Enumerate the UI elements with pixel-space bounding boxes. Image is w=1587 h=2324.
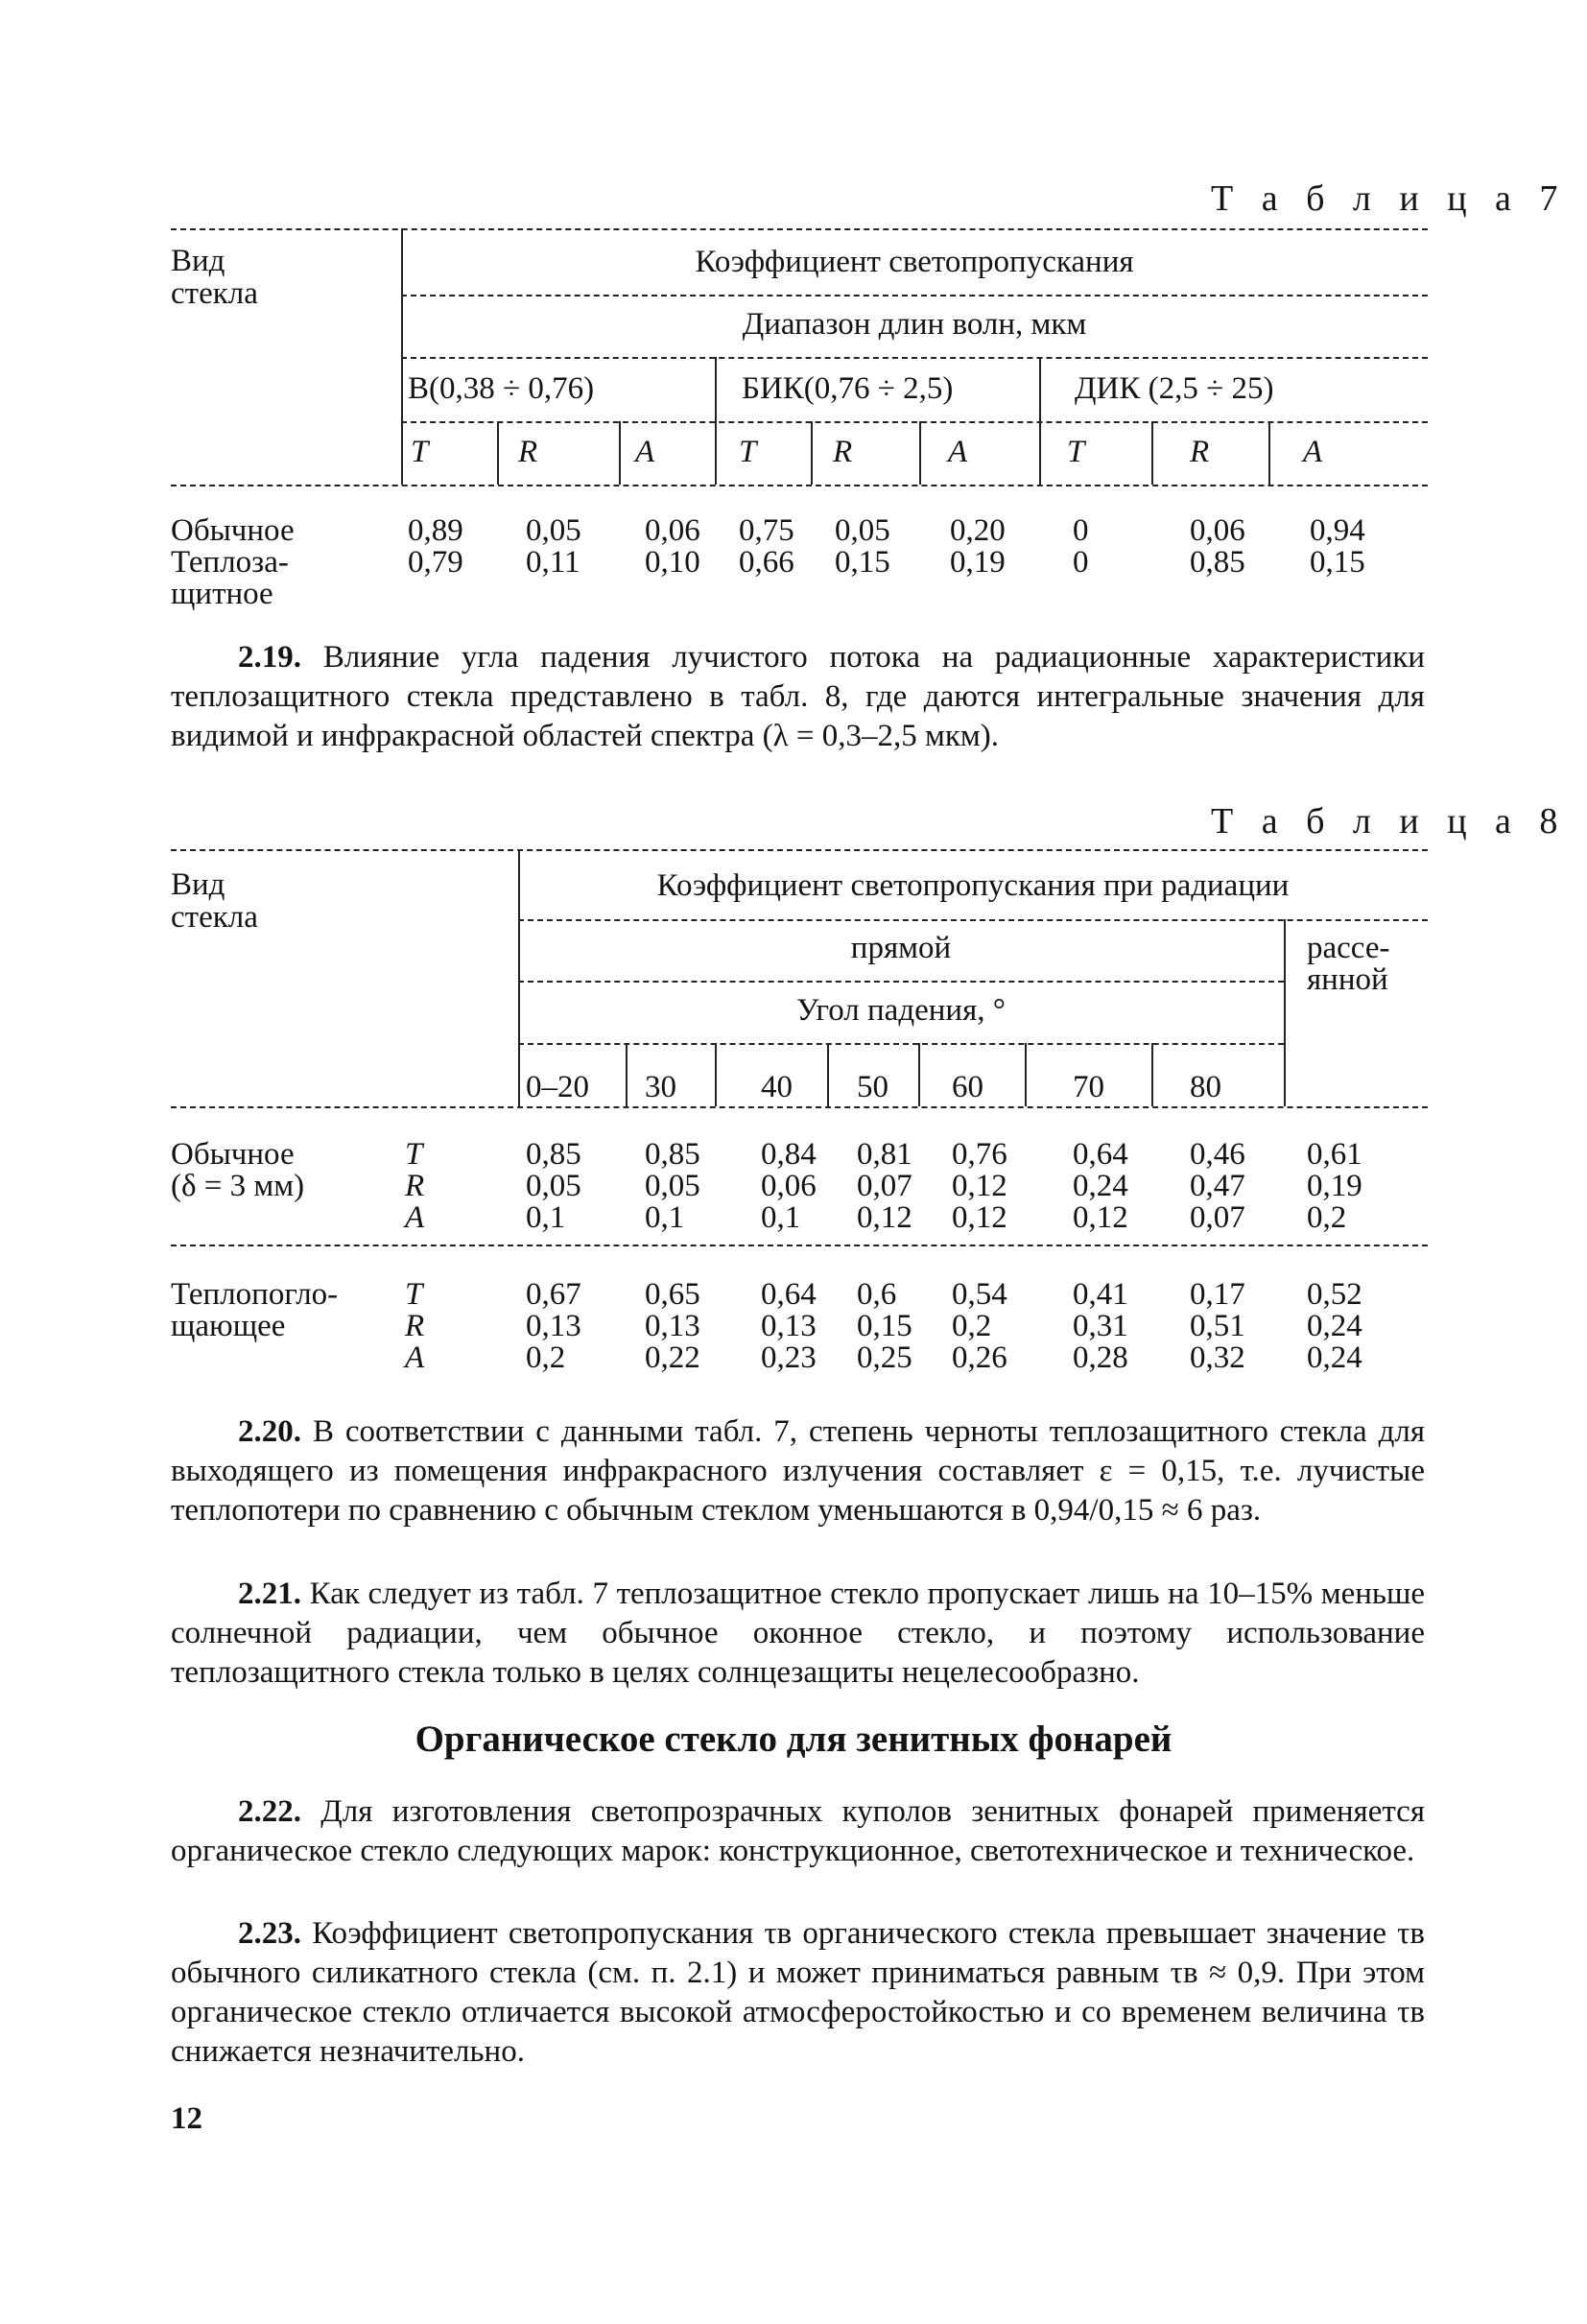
table8-vline-angle	[827, 1043, 829, 1106]
table8-header-coef: Коэффициент светопропускания при радиации	[656, 868, 1290, 903]
table7-header-coef: Коэффициент светопропускания	[695, 245, 1134, 279]
table7-cell: 0,15	[835, 545, 890, 580]
table8-cell: 0,28	[1073, 1340, 1128, 1375]
table7-cell: 0,20	[950, 513, 1006, 548]
table8-cell: 0,24	[1307, 1309, 1362, 1343]
table7-cell: 0,89	[408, 513, 463, 548]
table8-caption: Т а б л и ц а 8	[1211, 801, 1568, 842]
table8-cell: 0,85	[645, 1137, 700, 1172]
table7-vline-sub	[811, 421, 813, 485]
table8-header-direct: прямой	[850, 931, 952, 965]
table8-vline-angle	[626, 1043, 628, 1106]
table7-cell: 0,15	[1310, 545, 1365, 580]
table8-cell: 0,51	[1190, 1309, 1245, 1343]
table8-cell: 0,1	[526, 1200, 566, 1235]
table8-angle-label: 0–20	[526, 1070, 589, 1104]
table7-sub: T	[411, 435, 429, 469]
table7-cell: 0,11	[526, 545, 580, 580]
table7-band: B(0,38 ÷ 0,76)	[408, 371, 595, 406]
table8-cell: 0,12	[857, 1200, 912, 1235]
table7-cell: 0,85	[1190, 545, 1245, 580]
table8-header-scattered: янной	[1307, 962, 1388, 997]
table7-cell: 0,19	[950, 545, 1006, 580]
table7-sub: A	[635, 435, 655, 469]
table8-cell: 0,05	[645, 1169, 700, 1203]
table8-cell: 0,12	[952, 1200, 1007, 1235]
table8-header-vid: Вид	[171, 867, 225, 902]
table8-angle-label: 50	[857, 1070, 888, 1104]
table8-cell: 0,67	[526, 1277, 581, 1312]
table8-angle-label: 40	[761, 1070, 793, 1104]
table8-cell: 0,6	[857, 1277, 897, 1312]
table8-cell: 0,2	[1307, 1200, 1347, 1235]
table8-rule-direct	[518, 981, 1284, 983]
table8-cell: 0,15	[857, 1309, 912, 1343]
paragraph-text: Для изготовления светопрозрачных куполов зенитных фонарей применяется органическое стекло следующих марок: конструкционное, светотехническое и техническое.	[171, 1794, 1426, 1868]
table7-cell: 0	[1073, 513, 1089, 548]
table7-vline-band3	[1039, 357, 1041, 485]
table7-vline-sub	[1268, 421, 1270, 485]
table8-cell: 0,2	[526, 1340, 566, 1375]
table7-row-name: щитное	[171, 577, 273, 611]
table8-cell: 0,64	[761, 1277, 817, 1312]
paragraph-2-22	[171, 1792, 1425, 1871]
paragraph-2-20	[171, 1412, 1425, 1530]
table7-sub: T	[1067, 435, 1085, 469]
table8-cell: 0,26	[952, 1340, 1007, 1375]
table7-sub: R	[518, 435, 538, 469]
table8-top-rule	[171, 849, 1428, 851]
table8-header-vid: стекла	[171, 900, 258, 935]
table7-vline-sub	[919, 421, 921, 485]
table8-cell: 0,65	[645, 1277, 700, 1312]
table8-cell: 0,41	[1073, 1277, 1128, 1312]
table8-cell: 0,2	[952, 1309, 992, 1343]
paragraph-2-23	[171, 1914, 1425, 2072]
table8-rule-angle	[518, 1043, 1284, 1045]
table8-cell: 0,47	[1190, 1169, 1245, 1203]
table8-vline-scattered	[1284, 919, 1286, 1106]
table7-sub: A	[1303, 435, 1323, 469]
paragraph-text: Коэффициент светопропускания τв органического стекла превышает значение τв обычного силикатного стекла (см. п. 2.1) и может приниматься равным τв ≈ 0,9. При этом органическое стекло отличается высокой атмосферостойкостью и со временем величина τв снижается незначительно.	[171, 1916, 1426, 2069]
paragraph-text: Как следует из табл. 7 теплозащитное стекло пропускает лишь на 10–15% меньше солнечной радиации, чем обычное оконное стекло, и поэтому использование теплозащитного стекла только в целях солнцезащиты нецелесообразно.	[171, 1577, 1425, 1690]
table8-cell: 0,13	[645, 1309, 700, 1343]
table8-cell: 0,12	[952, 1169, 1007, 1203]
table8-vline-angle	[1151, 1043, 1153, 1106]
table8-group-name: щающее	[171, 1309, 286, 1343]
table7-cell: 0,75	[739, 513, 794, 548]
table8-cell: 0,1	[761, 1200, 801, 1235]
table7-band: ДИК (2,5 ÷ 25)	[1075, 371, 1274, 406]
table7-rule-range	[401, 357, 1428, 359]
table8-angle-label: 30	[645, 1070, 676, 1104]
table8-cell: 0,64	[1073, 1137, 1128, 1172]
table7-header-range: Диапазон длин волн, мкм	[742, 307, 1087, 342]
table8-cell: 0,13	[761, 1309, 817, 1343]
table8-group-name: (δ = 3 мм)	[171, 1169, 305, 1203]
table8-cell: 0,81	[857, 1137, 912, 1172]
table7-cell: 0,05	[526, 513, 581, 548]
section-heading: Органическое стекло для зенитных фонарей	[415, 1719, 1172, 1760]
table7-caption: Т а б л и ц а 7	[1211, 178, 1568, 219]
table7-rule-coef	[401, 295, 1428, 296]
table7-header-vid: стекла	[171, 276, 258, 311]
table7-cell: 0	[1073, 545, 1089, 580]
table8-cell: 0,07	[857, 1169, 912, 1203]
table7-sub: R	[833, 435, 853, 469]
table8-row-label: A	[405, 1340, 425, 1375]
table8-cell: 0,84	[761, 1137, 817, 1172]
table7-sub: A	[948, 435, 968, 469]
table7-cell: 0,06	[645, 513, 700, 548]
table8-cell: 0,17	[1190, 1277, 1245, 1312]
table7-band: БИК(0,76 ÷ 2,5)	[742, 371, 954, 406]
table8-cell: 0,23	[761, 1340, 817, 1375]
table8-row-label: T	[405, 1277, 423, 1312]
table8-cell: 0,1	[645, 1200, 685, 1235]
table7-rule-bands	[401, 421, 1428, 423]
table8-cell: 0,06	[761, 1169, 817, 1203]
table8-cell: 0,31	[1073, 1309, 1128, 1343]
table7-cell: 0,05	[835, 513, 890, 548]
table8-header-angle: Угол падения, °	[796, 993, 1006, 1028]
table8-cell: 0,12	[1073, 1200, 1128, 1235]
table7-header-bottom-rule	[171, 485, 1428, 486]
table8-cell: 0,25	[857, 1340, 912, 1375]
table8-group-name: Теплопогло-	[171, 1277, 339, 1312]
table7-row-name: Обычное	[171, 513, 295, 548]
table7-sub: T	[739, 435, 757, 469]
table8-cell: 0,61	[1307, 1137, 1362, 1172]
table8-vline-angle	[918, 1043, 920, 1106]
table8-cell: 0,32	[1190, 1340, 1245, 1375]
page-number: 12	[171, 2101, 202, 2136]
table7-vline-band2	[715, 357, 717, 485]
table7-vline-sub	[619, 421, 621, 485]
paragraph-number: 2.20.	[238, 1414, 301, 1449]
paragraph-text: В соответствии с данными табл. 7, степень черноты теплозащитного стекла для выходящего из помещения инфракрасного излучения составляет ε = 0,15, т.е. лучистые теплопотери по сравнению с обычным стеклом уменьшаются в 0,94/0,15 ≈ 6 раз.	[171, 1414, 1426, 1528]
table8-cell: 0,07	[1190, 1200, 1245, 1235]
table8-row-label: A	[405, 1200, 425, 1235]
table8-cell: 0,52	[1307, 1277, 1362, 1312]
paragraph-2-19	[171, 638, 1425, 756]
paragraph-number: 2.19.	[238, 640, 301, 675]
table7-header-vid: Вид	[171, 244, 225, 278]
table8-cell: 0,19	[1307, 1169, 1362, 1203]
table7-cell: 0,10	[645, 545, 700, 580]
table8-cell: 0,85	[526, 1137, 581, 1172]
paragraph-number: 2.21.	[238, 1577, 301, 1611]
table8-row-label: T	[405, 1137, 423, 1172]
table8-group-name: Обычное	[171, 1137, 295, 1172]
table7-vline-sub	[497, 421, 499, 485]
table7-vline-sub	[1151, 421, 1153, 485]
paragraph-2-21	[171, 1575, 1425, 1693]
table8-header-scattered: рассе-	[1307, 931, 1390, 965]
table7-top-rule	[171, 228, 1428, 230]
table7-sub: R	[1190, 435, 1210, 469]
table8-cell: 0,24	[1073, 1169, 1128, 1203]
table8-cell: 0,22	[645, 1340, 700, 1375]
table8-rule-coef	[518, 919, 1428, 921]
table8-row-label: R	[405, 1169, 425, 1203]
table8-angle-label: 80	[1190, 1070, 1221, 1104]
paragraph-number: 2.23.	[238, 1916, 301, 1951]
paragraph-text: Влияние угла падения лучистого потока на радиационные характеристики теплозащитного стекла представлено в табл. 8, где даются интегральные значения для видимой и инфракрасной областей спектра (λ = 0,3–2,5 мкм).	[171, 640, 1425, 753]
table8-cell: 0,46	[1190, 1137, 1245, 1172]
paragraph-number: 2.22.	[238, 1794, 301, 1829]
table8-cell: 0,24	[1307, 1340, 1362, 1375]
table8-header-bottom-rule	[171, 1106, 1428, 1108]
table8-cell: 0,54	[952, 1277, 1007, 1312]
table8-cell: 0,76	[952, 1137, 1007, 1172]
table7-cell: 0,94	[1310, 513, 1365, 548]
table7-row-name: Теплоза-	[171, 545, 289, 580]
table8-cell: 0,13	[526, 1309, 581, 1343]
table7-cell: 0,06	[1190, 513, 1245, 548]
table8-cell: 0,05	[526, 1169, 581, 1203]
table8-angle-label: 70	[1073, 1070, 1104, 1104]
table7-cell: 0,79	[408, 545, 463, 580]
table8-group-rule	[171, 1245, 1428, 1246]
table8-vline-angle	[1025, 1043, 1027, 1106]
table8-row-label: R	[405, 1309, 425, 1343]
table8-vline-angle	[715, 1043, 717, 1106]
table7-cell: 0,66	[739, 545, 794, 580]
table8-angle-label: 60	[952, 1070, 983, 1104]
